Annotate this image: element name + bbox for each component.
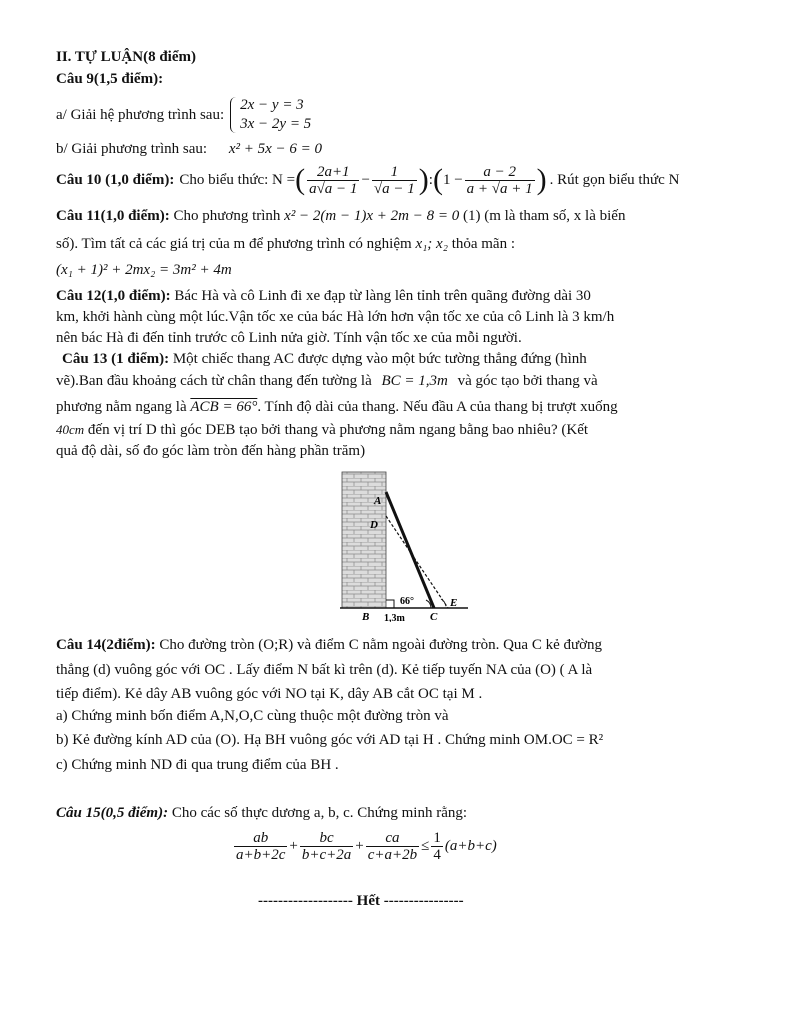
q9-eq1: 2x − y = 3 bbox=[240, 97, 304, 113]
label-c: C bbox=[430, 611, 438, 622]
right-angle-mark bbox=[386, 600, 394, 608]
q10-frac3: $\frac{a - 2}{a + √a + 1}$ bbox=[466, 163, 533, 197]
q11-line1: Câu 11(1,0 điểm): Cho phương trình x² − 2(m − 1)x + 2m − 8 = 0 (1) (m là tham số, x là biến bbox=[56, 208, 626, 224]
section-title: II. TỰ LUẬN(8 điểm) bbox=[56, 49, 197, 65]
label-a: A bbox=[374, 495, 382, 507]
q11-line2: số). Tìm tất cả các giá trị của m để phương trình có nghiệm x₁; x₂ thỏa mãn : bbox=[56, 236, 516, 252]
label-angle: 66° bbox=[400, 596, 414, 607]
end-marker: ------------------- Hết ---------------- bbox=[258, 893, 464, 909]
q9-system bbox=[230, 96, 311, 134]
q12-line2: km, khởi hành cùng một lúc.Vận tốc xe của bác Hà lớn hơn vận tốc xe của cô Linh là 3 km/h bbox=[56, 309, 615, 325]
q13-line3: phương nằm ngang là ACB = 66°. Tính độ dài của thang. Nếu đầu A của thang bị trượt xuống bbox=[56, 399, 618, 415]
q9-part-b bbox=[56, 140, 752, 159]
ladder-de bbox=[386, 516, 448, 608]
q9-a-text: a/ Giải hệ phương trình sau: bbox=[56, 106, 225, 123]
q14-part-a: a) Chứng minh bốn điểm A,N,O,C cùng thuộc một đường tròn và bbox=[56, 708, 449, 724]
label-length: 1,3m bbox=[384, 613, 405, 622]
q14-part-b: b) Kẻ đường kính AD của (O). Hạ BH vuông góc với AD tại H . Chứng minh OM.OC = R² bbox=[56, 732, 604, 748]
q13-line5: quả độ dài, số đo góc làm tròn đến hàng phần trăm) bbox=[56, 443, 366, 459]
q9-b-eq: x² + 5x − 6 = 0 bbox=[228, 141, 322, 157]
q10: Câu 10 (1,0 điểm): Cho biểu thức: N = ( $\frac{2a+1}{a√a - 1}$ − $\frac{1}{√a - 1}$ ) : ( 1 − $\frac{a - 2}{a + √a + 1}$ ) . Rút gọn biểu thức N bbox=[56, 163, 680, 197]
q13-line2: vẽ).Ban đầu khoảng cách từ chân thang đến tường là BC = 1,3m và góc tạo bởi thang và bbox=[56, 373, 598, 389]
q9-heading: Câu 9(1,5 điểm): bbox=[56, 71, 164, 87]
q14-line1: Câu 14(2điểm): Cho đường tròn (O;R) và điểm C nằm ngoài đường tròn. Qua C kẻ đường bbox=[56, 637, 603, 653]
q12-heading: Câu 12(1,0 điểm): bbox=[56, 288, 171, 304]
q10-frac2: $\frac{1}{√a - 1}$ bbox=[373, 163, 415, 197]
q10-tail: . Rút gọn biểu thức N bbox=[549, 171, 680, 188]
q12-line1: Câu 12(1,0 điểm): Bác Hà và cô Linh đi xe đạp từ làng lên tỉnh trên quãng đường dài 30 bbox=[56, 288, 591, 304]
q11-condition: (x₁ + 1)² + 2mx₂ = 3m² + 4m bbox=[56, 262, 232, 278]
q11-heading: Câu 11(1,0 điểm): bbox=[56, 208, 170, 224]
q10-heading: Câu 10 (1,0 điểm): bbox=[56, 171, 175, 188]
q14-line2: thẳng (d) vuông góc với OC . Lấy điểm N bất kì trên (d). Kẻ tiếp tuyến NA của (O) ( A là bbox=[56, 662, 593, 678]
q15-inequality: $\frac{ab}{a+b+2c}$ + $\frac{bc}{b+c+2a}$ + $\frac{ca}{c+a+2b}$ ≤ $\frac{1}{4}$ (a+b+c) bbox=[236, 829, 497, 863]
q15-line1: Câu 15(0,5 điểm): Cho các số thực dương a, b, c. Chứng minh rằng: bbox=[56, 805, 468, 821]
q10-intro: Cho biểu thức: N = bbox=[179, 171, 296, 188]
q9-part-a bbox=[56, 94, 752, 136]
label-b: B bbox=[362, 611, 370, 622]
q11-equation: x² − 2(m − 1)x + 2m − 8 = 0 bbox=[284, 208, 460, 224]
q13-heading: Câu 13 (1 điểm): bbox=[62, 351, 170, 367]
q14-heading: Câu 14(2điểm): bbox=[56, 637, 156, 653]
q15-heading: Câu 15(0,5 điểm): bbox=[56, 805, 169, 821]
q15-frac2: $\frac{bc}{b+c+2a}$ bbox=[301, 829, 352, 863]
q13-line1: Câu 13 (1 điểm): Một chiếc thang AC được dựng vào một bức tường thẳng đứng (hình bbox=[62, 351, 587, 367]
ladder-figure bbox=[340, 470, 470, 622]
q13-line4: 40cm đến vị trí D thì góc DEB tạo bởi thang và phương nằm ngang bằng bao nhiêu? (Kết bbox=[56, 422, 589, 438]
q14-line3: tiếp điểm). Kẻ dây AB vuông góc với NO tại K, dây AB cắt OC tại M . bbox=[56, 686, 483, 702]
label-e: E bbox=[450, 597, 458, 609]
brick-wall bbox=[342, 472, 386, 608]
q15-quarter: $\frac{1}{4}$ bbox=[433, 829, 441, 863]
q9-b-text: b/ Giải phương trình sau: bbox=[56, 141, 208, 157]
label-d: D bbox=[370, 519, 378, 531]
q15-frac3: $\frac{ca}{c+a+2b}$ bbox=[367, 829, 418, 863]
q14-part-c: c) Chứng minh ND đi qua trung điểm của BH . bbox=[56, 757, 339, 773]
q12-line3: nên bác Hà đi đến tỉnh trước cô Linh nửa giờ. Tính vận tốc xe của mỗi người. bbox=[56, 330, 522, 346]
q15-frac1: $\frac{ab}{a+b+2c}$ bbox=[236, 829, 286, 863]
q10-frac1: $\frac{2a+1}{a√a - 1}$ bbox=[309, 163, 358, 197]
q9-eq2: 3x − 2y = 5 bbox=[240, 116, 312, 132]
ladder-ac bbox=[386, 492, 434, 608]
